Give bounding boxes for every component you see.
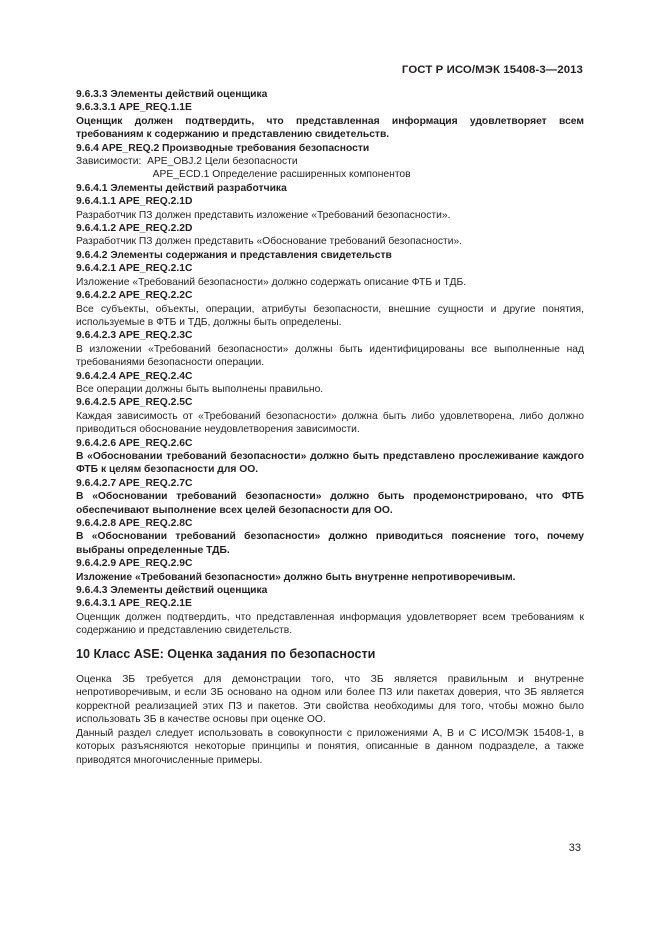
requirement-heading: 9.6.4.2.6 APE_REQ.2.6C	[76, 437, 193, 449]
requirement-text: Зависимости: APE_OBJ.2 Цели безопасности	[76, 156, 298, 168]
requirement-text: В изложении «Требований безопасности» должны быть идентифицированы все выполненные над требованиями безопасности операции.	[76, 343, 584, 369]
requirement-heading: 9.6.4.3 Элементы действий оценщика	[76, 585, 268, 597]
requirement-text: Изложение «Требований безопасности» должно содержать описание ФТБ и ТДБ.	[76, 276, 467, 288]
requirement-heading: 9.6.4.2.8 APE_REQ.2.8C	[76, 518, 193, 529]
requirement-heading: 9.6.4.2.1 APE_REQ.2.1C	[76, 263, 193, 275]
requirement-heading: 9.6.3.3 Элементы действий оценщика	[76, 89, 268, 100]
requirement-heading: 9.6.4.1.1 APE_REQ.2.1D	[76, 196, 193, 208]
requirement-text: APE_ECD.1 Определение расширенных компонентов	[76, 169, 411, 181]
requirement-heading: 9.6.4.1 Элементы действий разработчика	[76, 182, 287, 194]
requirement-heading: 9.6.4 APE_REQ.2 Производные требования безопасности	[76, 142, 370, 154]
requirement-heading: 9.6.4.2 Элементы содержания и представления свидетельств	[76, 249, 392, 261]
document-header: ГОСТ Р ИСО/МЭК 15408-3—2013	[401, 64, 583, 76]
requirement-heading: Изложение «Требований безопасности» должно быть внутренне непротиворечивым.	[76, 571, 516, 583]
requirement-heading: 9.6.4.2.5 APE_REQ.2.5C	[76, 397, 193, 409]
requirement-text: Все операции должны быть выполнены правильно.	[76, 383, 324, 395]
requirement-heading: В «Обосновании требований безопасности» должно приводиться пояснение того, почему выбраны определенные ТДБ.	[76, 531, 584, 556]
requirement-heading: 9.6.4.1.2 APE_REQ.2.2D	[76, 223, 193, 235]
requirement-heading: В «Обосновании требований безопасности» должно быть продемонстрировано, что ФТБ обеспечивают выполнение всех целей безопасности для ОО.	[76, 491, 584, 516]
requirement-heading: 9.6.4.3.1 APE_REQ.2.1E	[76, 598, 192, 610]
body-paragraph: Оценка ЗБ требуется для демонстрации того, что ЗБ является правильным и внутренне непротиворечивым, и если ЗБ основано на одном или более ПЗ или пакетах доверия, что ЗБ является корректной реализацией этих ПЗ и пакетов. Эти свойства необходимы для того, чтобы можно было использовать ЗБ в качестве основы при оценке ОО.	[76, 674, 584, 726]
requirement-text: Оценщик должен подтвердить, что представленная информация удовлетворяет всем требованиям к содержанию и представлению свидетельств.	[76, 611, 584, 637]
requirement-text: Разработчик ПЗ должен представить «Обоснование требований безопасности».	[76, 236, 463, 248]
document-body	[76, 88, 584, 767]
requirement-text: Каждая зависимость от «Требований безопасности» должна быть либо удовлетворена, либо должно приводиться обоснование неудовлетворения зависимости.	[76, 410, 584, 436]
section-paragraphs	[76, 673, 584, 767]
requirement-heading: 9.6.4.2.7 APE_REQ.2.7C	[76, 477, 193, 489]
requirement-text: Разработчик ПЗ должен представить изложение «Требований безопасности».	[76, 209, 451, 221]
section-title: 10 Класс ASE: Оценка задания по безопасности	[76, 646, 376, 661]
page-number: 33	[568, 842, 581, 854]
requirement-heading: 9.6.4.2.2 APE_REQ.2.2C	[76, 290, 193, 302]
requirement-text: Все субъекты, объекты, операции, атрибуты безопасности, внешние сущности и другие понятия, используемые в ФТБ и ТДБ, должны быть определены.	[76, 303, 584, 328]
requirement-heading: В «Обосновании требований безопасности» должно быть представлено прослеживание каждого ФТБ к целям безопасности для ОО.	[76, 450, 584, 476]
requirement-heading: 9.6.4.2.9 APE_REQ.2.9C	[76, 558, 193, 570]
requirement-heading: Оценщик должен подтвердить, что представленная информация удовлетворяет всем требованиям к содержанию и представлению свидетельств.	[76, 115, 584, 141]
requirement-heading: 9.6.4.2.3 APE_REQ.2.3C	[76, 330, 193, 342]
body-paragraph: Данный раздел следует использовать в совокупности с приложениями А, В и С ИСО/МЭК 15408-1, в которых разъясняются некоторые принципы и понятия, описанные в данном подразделе, а также приводятся многочисленные примеры.	[76, 727, 584, 766]
requirement-heading: 9.6.3.3.1 APE_REQ.1.1E	[76, 102, 192, 114]
requirement-heading: 9.6.4.2.4 APE_REQ.2.4C	[76, 370, 193, 382]
requirements-list	[76, 88, 584, 638]
